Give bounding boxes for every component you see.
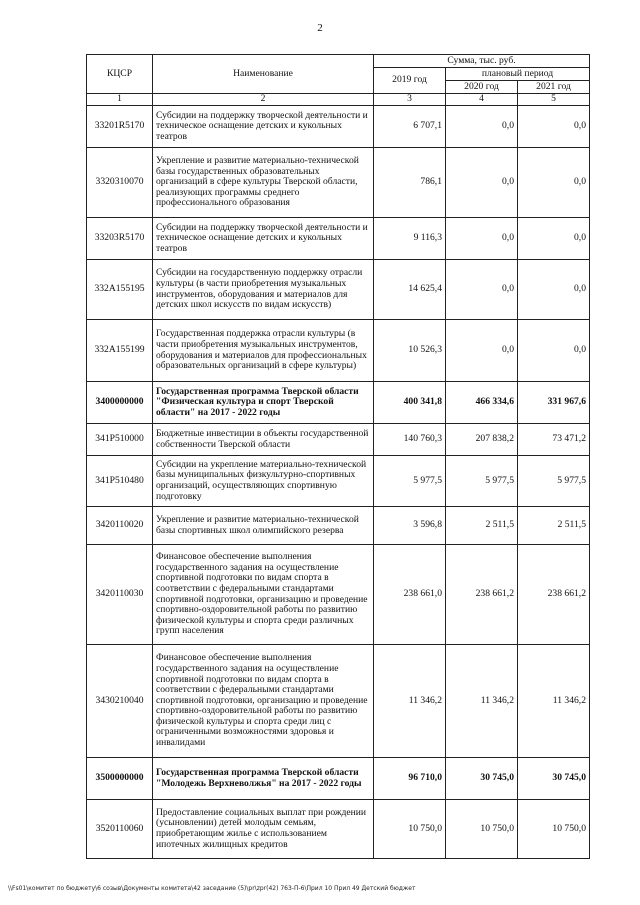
row-name: Укрепление и развитие материально-технической базы государственных образовательных организаций в сфере культуры Тверской области, реализующих программы среднего профессионального образования	[153, 148, 374, 218]
row-code: 341P510480	[87, 456, 153, 507]
table-row	[87, 758, 590, 800]
table-row	[87, 320, 590, 382]
row-value-2021: 30 745,0	[518, 758, 590, 800]
table-row	[87, 507, 590, 545]
row-value-2021: 331 967,6	[518, 382, 590, 424]
row-code: 33201R5170	[87, 106, 153, 148]
column-number: 5	[518, 94, 590, 106]
row-name: Предоставление социальных выплат при рождении (усыновлении) детей молодым семьям, приобретающим жилье с использованием ипотечных жилищных кредитов	[153, 800, 374, 859]
row-name: Государственная программа Тверской области "Молодежь Верхневолжья" на 2017 - 2022 годы	[153, 758, 374, 800]
row-value-2020: 11 346,2	[446, 645, 518, 758]
row-value-2020: 10 750,0	[446, 800, 518, 859]
row-name: Укрепление и развитие материально-технической базы спортивных школ олимпийского резерва	[153, 507, 374, 545]
row-value-2020: 30 745,0	[446, 758, 518, 800]
row-name: Субсидии на укрепление материально-технической базы муниципальных физкультурно-спортивных организаций, осуществляющих спортивную подготовку	[153, 456, 374, 507]
row-value-2019: 3 596,8	[374, 507, 446, 545]
row-value-2019: 9 116,3	[374, 218, 446, 260]
row-value-2021: 5 977,5	[518, 456, 590, 507]
row-value-2019: 238 661,0	[374, 545, 446, 645]
row-name: Государственная поддержка отрасли культуры (в части приобретения музыкальных инструментов, оборудования и материалов для профессиональных образовательных организаций в сфере культуры)	[153, 320, 374, 382]
row-value-2021: 0,0	[518, 218, 590, 260]
footer-file-path: \\Fs01\комитет по бюджету\6 созыв\Документы комитета\42 заседание (5)\pr\zpr(42) 763-П-6\Прил 10 Прил 49 Детский бюджет	[8, 885, 416, 892]
row-value-2020: 5 977,5	[446, 456, 518, 507]
row-value-2019: 96 710,0	[374, 758, 446, 800]
row-value-2021: 0,0	[518, 106, 590, 148]
table-row	[87, 218, 590, 260]
row-value-2021: 73 471,2	[518, 424, 590, 456]
row-code: 3420110020	[87, 507, 153, 545]
row-name: Субсидии на государственную поддержку отрасли культуры (в части приобретения музыкальных инструментов, оборудования и материалов для детских школ искусств по видам искусств)	[153, 260, 374, 320]
row-code: 332A155199	[87, 320, 153, 382]
row-value-2020: 0,0	[446, 320, 518, 382]
header-name: Наименование	[153, 55, 374, 94]
table-row	[87, 260, 590, 320]
column-number: 4	[446, 94, 518, 106]
row-name: Финансовое обеспечение выполнения государственного задания на осуществление спортивной подготовки по видам спорта в соответствии с федеральными стандартами спортивной подготовки, организацию и проведение спортивно-оздоровительной работы по развитию физической культуры и спорта среди различных групп населения	[153, 545, 374, 645]
row-value-2021: 10 750,0	[518, 800, 590, 859]
row-name: Государственная программа Тверской области "Физическая культура и спорт Тверской области" на 2017 - 2022 годы	[153, 382, 374, 424]
budget-table	[86, 54, 590, 859]
row-name: Субсидии на поддержку творческой деятельности и техническое оснащение детских и кукольных театров	[153, 218, 374, 260]
row-value-2021: 11 346,2	[518, 645, 590, 758]
row-code: 341P510000	[87, 424, 153, 456]
row-value-2019: 400 341,8	[374, 382, 446, 424]
table-row	[87, 382, 590, 424]
row-value-2020: 0,0	[446, 260, 518, 320]
row-value-2020: 207 838,2	[446, 424, 518, 456]
table-row	[87, 545, 590, 645]
header-year-2020: 2020 год	[446, 81, 518, 94]
table-row	[87, 106, 590, 148]
header-code: КЦСР	[87, 55, 153, 94]
row-name: Бюджетные инвестиции в объекты государственной собственности Тверской области	[153, 424, 374, 456]
row-value-2019: 140 760,3	[374, 424, 446, 456]
row-code: 3420110030	[87, 545, 153, 645]
header-sum: Сумма, тыс. руб.	[374, 55, 590, 68]
row-value-2019: 14 625,4	[374, 260, 446, 320]
row-value-2019: 6 707,1	[374, 106, 446, 148]
row-value-2021: 0,0	[518, 148, 590, 218]
table-row	[87, 456, 590, 507]
row-value-2020: 0,0	[446, 148, 518, 218]
row-code: 332A155195	[87, 260, 153, 320]
row-value-2020: 466 334,6	[446, 382, 518, 424]
row-code: 3400000000	[87, 382, 153, 424]
row-name: Финансовое обеспечение выполнения государственного задания на осуществление спортивной подготовки по видам спорта в соответствии с федеральными стандартами спортивной подготовки, организацию и проведение спортивно-оздоровительной работы по развитию физической культуры и спорта среди лиц с ограниченными возможностями здоровья и инвалидами	[153, 645, 374, 758]
header-year-2019: 2019 год	[374, 68, 446, 94]
row-value-2019: 11 346,2	[374, 645, 446, 758]
row-code: 3320310070	[87, 148, 153, 218]
header-planned-period: плановый период	[446, 68, 590, 81]
row-name: Субсидии на поддержку творческой деятельности и техническое оснащение детских и кукольных театров	[153, 106, 374, 148]
row-code: 33203R5170	[87, 218, 153, 260]
row-value-2021: 2 511,5	[518, 507, 590, 545]
column-number: 1	[87, 94, 153, 106]
row-value-2020: 2 511,5	[446, 507, 518, 545]
table-row	[87, 424, 590, 456]
row-value-2019: 5 977,5	[374, 456, 446, 507]
column-number: 3	[374, 94, 446, 106]
page-number: 2	[317, 22, 323, 34]
row-value-2021: 0,0	[518, 320, 590, 382]
column-number: 2	[153, 94, 374, 106]
row-code: 3500000000	[87, 758, 153, 800]
row-value-2019: 786,1	[374, 148, 446, 218]
row-value-2020: 238 661,2	[446, 545, 518, 645]
row-value-2020: 0,0	[446, 218, 518, 260]
table-row	[87, 645, 590, 758]
row-code: 3430210040	[87, 645, 153, 758]
header-year-2021: 2021 год	[518, 81, 590, 94]
row-value-2019: 10 750,0	[374, 800, 446, 859]
table-row	[87, 800, 590, 859]
row-code: 3520110060	[87, 800, 153, 859]
table-row	[87, 148, 590, 218]
row-value-2021: 238 661,2	[518, 545, 590, 645]
row-value-2021: 0,0	[518, 260, 590, 320]
row-value-2020: 0,0	[446, 106, 518, 148]
row-value-2019: 10 526,3	[374, 320, 446, 382]
